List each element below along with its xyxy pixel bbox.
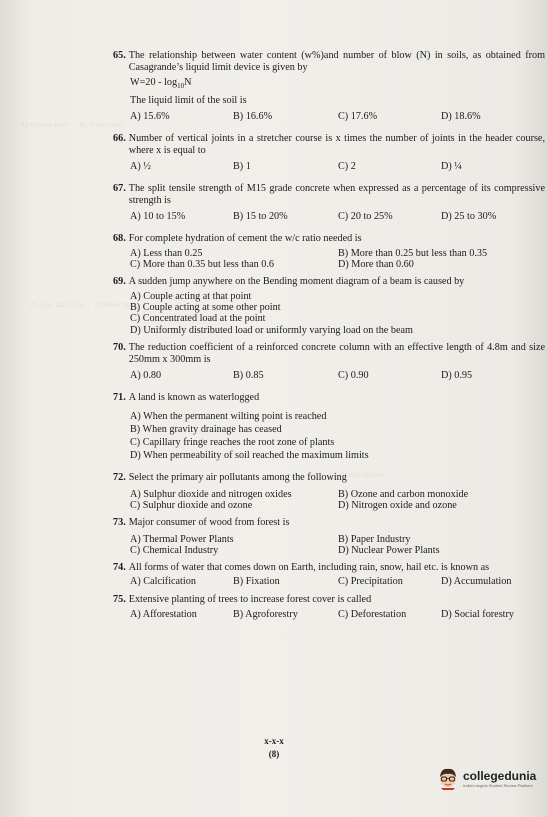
question-text: Number of vertical joints in a stretcher course is x times the number of joints in the header course, where x is equal to	[128, 133, 545, 157]
question-number: 75.	[113, 593, 126, 605]
option-b: B) 16.6%	[233, 111, 273, 123]
logo-tagline: India's largest Student Review Platform	[463, 782, 533, 788]
options	[113, 161, 545, 173]
option-d: D) Nuclear Power Plants	[338, 544, 440, 556]
question-number: 68.	[113, 233, 126, 245]
question-number: 74.	[113, 561, 126, 573]
question-text: All forms of water that comes down on Earth, including rain, snow, hail etc. is known as	[128, 561, 490, 573]
option-b: B) Paper Industry	[338, 533, 411, 545]
question-text: Extensive planting of trees to increase forest cover is called	[128, 593, 372, 605]
question-number: 65.	[113, 50, 126, 61]
student-avatar-icon	[437, 766, 459, 790]
option-b: B) 1	[233, 161, 251, 173]
option-c: C) 17.6%	[338, 111, 378, 123]
option-d: D) Accumulation	[441, 575, 512, 587]
question-list	[113, 50, 545, 627]
end-mark: x-x-x	[264, 736, 284, 746]
options	[113, 370, 545, 382]
option-d: D) More than 0.60	[338, 259, 414, 271]
question-72	[113, 472, 545, 511]
option-d: D) 18.6%	[441, 111, 481, 123]
options	[113, 410, 545, 462]
option-c: C) Sulphur dioxide and ozone	[130, 499, 253, 511]
option-a: A) Afforestation	[130, 608, 197, 620]
question-text: The reduction coefficient of a reinforced concrete column with an effective length of 4.8m and size 250mm x 300mm is	[128, 341, 545, 365]
option-b: B) 0.85	[233, 369, 264, 381]
option-d: D) Social forestry	[441, 608, 514, 620]
option-d: D) Nitrogen oxide and ozone	[338, 499, 457, 511]
question-67	[113, 183, 545, 223]
option-b: B) 15 to 20%	[233, 211, 288, 223]
options	[113, 534, 545, 556]
options	[113, 111, 545, 123]
option-a: A) When the permanent wilting point is reached	[130, 410, 327, 422]
option-c: C) Capillary fringe reaches the root zone of plants	[130, 436, 335, 448]
option-b: B) More than 0.25 but less than 0.35	[338, 248, 488, 260]
options	[113, 609, 545, 621]
options	[113, 576, 545, 588]
option-d: D) When permeability of soil reached the maximum limits	[130, 449, 369, 461]
question-number: 73.	[113, 516, 126, 528]
bleed-through-text: A) Less than 0.25 B) More than	[30, 300, 135, 309]
question-text: For complete hydration of cement the w/c ratio needed is	[128, 233, 362, 245]
question-number: 69.	[113, 276, 126, 288]
options	[113, 248, 545, 270]
question-number: 66.	[113, 133, 126, 145]
option-c: C) 0.90	[338, 369, 369, 381]
option-c: C) 2	[338, 161, 356, 173]
option-a: A) 10 to 15%	[130, 211, 186, 223]
question-text: Major consumer of wood from forest is	[128, 516, 290, 528]
option-d: D) Uniformly distributed load or uniformly varying load on the beam	[130, 324, 413, 336]
question-73	[113, 517, 545, 556]
option-a: A) Couple acting at that point	[130, 291, 252, 303]
question-number: 71.	[113, 391, 126, 403]
option-a: A) 15.6%	[130, 111, 170, 123]
option-c: C) Concentrated load at the point	[130, 313, 266, 325]
option-a: A) Calcification	[130, 575, 196, 587]
bleed-through-text: C) Glacial deposit	[330, 470, 385, 479]
question-69	[113, 276, 545, 336]
option-a: A) Thermal Power Plants	[130, 533, 234, 545]
option-d: D) 25 to 30%	[441, 211, 497, 223]
question-text: The split tensile strength of M15 grade concrete when expressed as a percentage of its compressive strength is	[128, 183, 545, 207]
option-b: B) When gravity drainage has ceased	[130, 423, 282, 435]
option-c: C) Chemical Industry	[130, 544, 219, 556]
options	[113, 489, 545, 511]
option-a: A) ½	[130, 161, 151, 173]
question-number: 70.	[113, 341, 126, 353]
question-text: The relationship between water content (w%)and number of blow (N) in soils, as obtained from Casagrande’s liquid limit device is given by	[128, 50, 545, 73]
option-d: D) 0.95	[441, 369, 473, 381]
option-c: C) Precipitation	[338, 575, 403, 587]
question-subtext: The liquid limit of the soil is	[130, 95, 247, 107]
question-71	[113, 392, 545, 462]
question-number: 67.	[113, 183, 126, 195]
option-a: A) 0.80	[130, 369, 162, 381]
logo-name: collegedunia	[463, 768, 537, 783]
option-b: B) Ozone and carbon monoxide	[338, 488, 469, 500]
option-c: C) Deforestation	[338, 608, 407, 620]
formula: $W=20 - \log_{10}N$	[130, 77, 192, 91]
option-a: A) Less than 0.25	[130, 248, 203, 260]
option-b: B) Fixation	[233, 575, 280, 587]
question-66	[113, 133, 545, 173]
option-c: C) More than 0.35 but less than 0.6	[130, 259, 275, 271]
option-a: A) Sulphur dioxide and nitrogen oxides	[130, 488, 292, 500]
question-text: Select the primary air pollutants among the following	[128, 471, 347, 483]
question-text: A sudden jump anywhere on the Bending moment diagram of a beam is caused by	[128, 276, 465, 288]
options	[113, 291, 545, 336]
question-65	[113, 50, 545, 123]
option-b: B) Agroforestry	[233, 608, 298, 620]
option-d: D) ¼	[441, 161, 462, 173]
question-75	[113, 594, 545, 621]
option-b: B) Couple acting at some other point	[130, 302, 281, 314]
options	[113, 211, 545, 223]
question-text: A land is known as waterlogged	[128, 391, 260, 403]
page-number: (8)	[268, 749, 280, 759]
question-68	[113, 233, 545, 270]
question-70	[113, 342, 545, 382]
bleed-through-text: A) Fatigue limit B) Yield stress	[20, 120, 124, 129]
question-number: 72.	[113, 471, 126, 483]
collegedunia-logo	[437, 766, 536, 790]
option-c: C) 20 to 25%	[338, 211, 393, 223]
question-74	[113, 562, 545, 588]
